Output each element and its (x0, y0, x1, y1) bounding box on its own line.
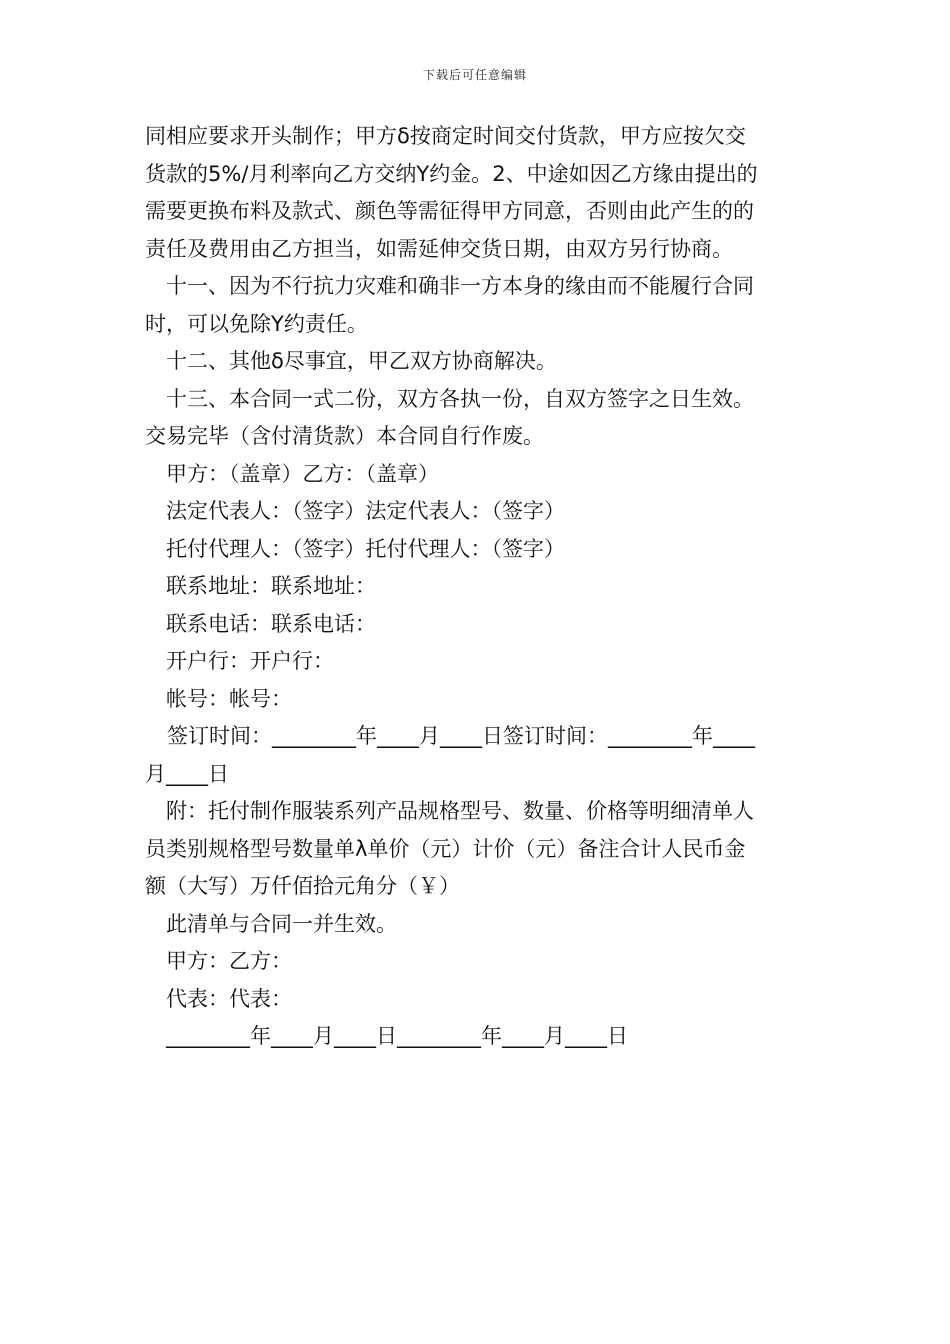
address-line: 联系地址：联系地址： (166, 574, 376, 598)
final-date-line: ________年____月____日________年____月____日 (166, 1024, 628, 1048)
page-header: 下载后可任意编辑 (422, 68, 527, 82)
appendix-line: 员类别规格型号数量单λ单价（元）计价（元）备注合计人民币金 (145, 836, 746, 861)
clause-twelve: 十二、其他δ尽事宜，甲乙双方协商解决。 (166, 349, 557, 373)
parties-line: 甲方：乙方： (166, 949, 292, 973)
appendix-line: 附：托付制作服装系列产品规格型号、数量、价格等明细清单人 (166, 799, 754, 823)
paragraph-line: 需要更换布料及款式、颜色等需征得甲方同意，否则由此产生的的 (145, 199, 754, 223)
representative-line: 代表：代表： (166, 986, 292, 1011)
appendix-line: 额（大写）万仟佰拾元角分（￥） (145, 874, 460, 898)
bank-line: 开户行：开户行： (166, 649, 334, 673)
signing-date-line: 签订时间：________年____月____日签订时间：________年____ (167, 724, 755, 748)
signing-date-continued: 月____日 (145, 761, 229, 786)
list-effective-line: 此清单与合同一并生效。 (166, 911, 397, 936)
paragraph-line: 责任及费用由乙方担当，如需延伸交货日期，由双方另行协商。 (145, 236, 733, 261)
account-line: 帐号：帐号： (166, 686, 292, 711)
phone-line: 联系电话：联系电话： (166, 611, 376, 636)
legal-rep-line: 法定代表人：（签字）法定代表人：（签字） (166, 499, 565, 523)
paragraph-line: 货款的5%/月利率向乙方交纳Y约金。2、中途如因乙方缘由提出的 (145, 161, 758, 186)
document-body (145, 118, 810, 1056)
clause-thirteen: 十三、本合同一式二份，双方各执一份，自双方签字之日生效。 (166, 386, 754, 411)
party-seal-line: 甲方：（盖章）乙方：（盖章） (166, 461, 439, 486)
paragraph-line: 同相应要求开头制作；甲方δ按商定时间交付货款，甲方应按欠交 (145, 124, 746, 148)
paragraph-line: 交易完毕（含付清货款）本合同自行作废。 (145, 424, 544, 448)
clause-eleven: 十一、因为不行抗力灾难和确非一方本身的缘由而不能履行合同 (166, 274, 754, 298)
agent-line: 托付代理人：（签字）托付代理人：（签字） (166, 536, 565, 561)
paragraph-line: 时，可以免除Y约责任。 (145, 311, 368, 336)
